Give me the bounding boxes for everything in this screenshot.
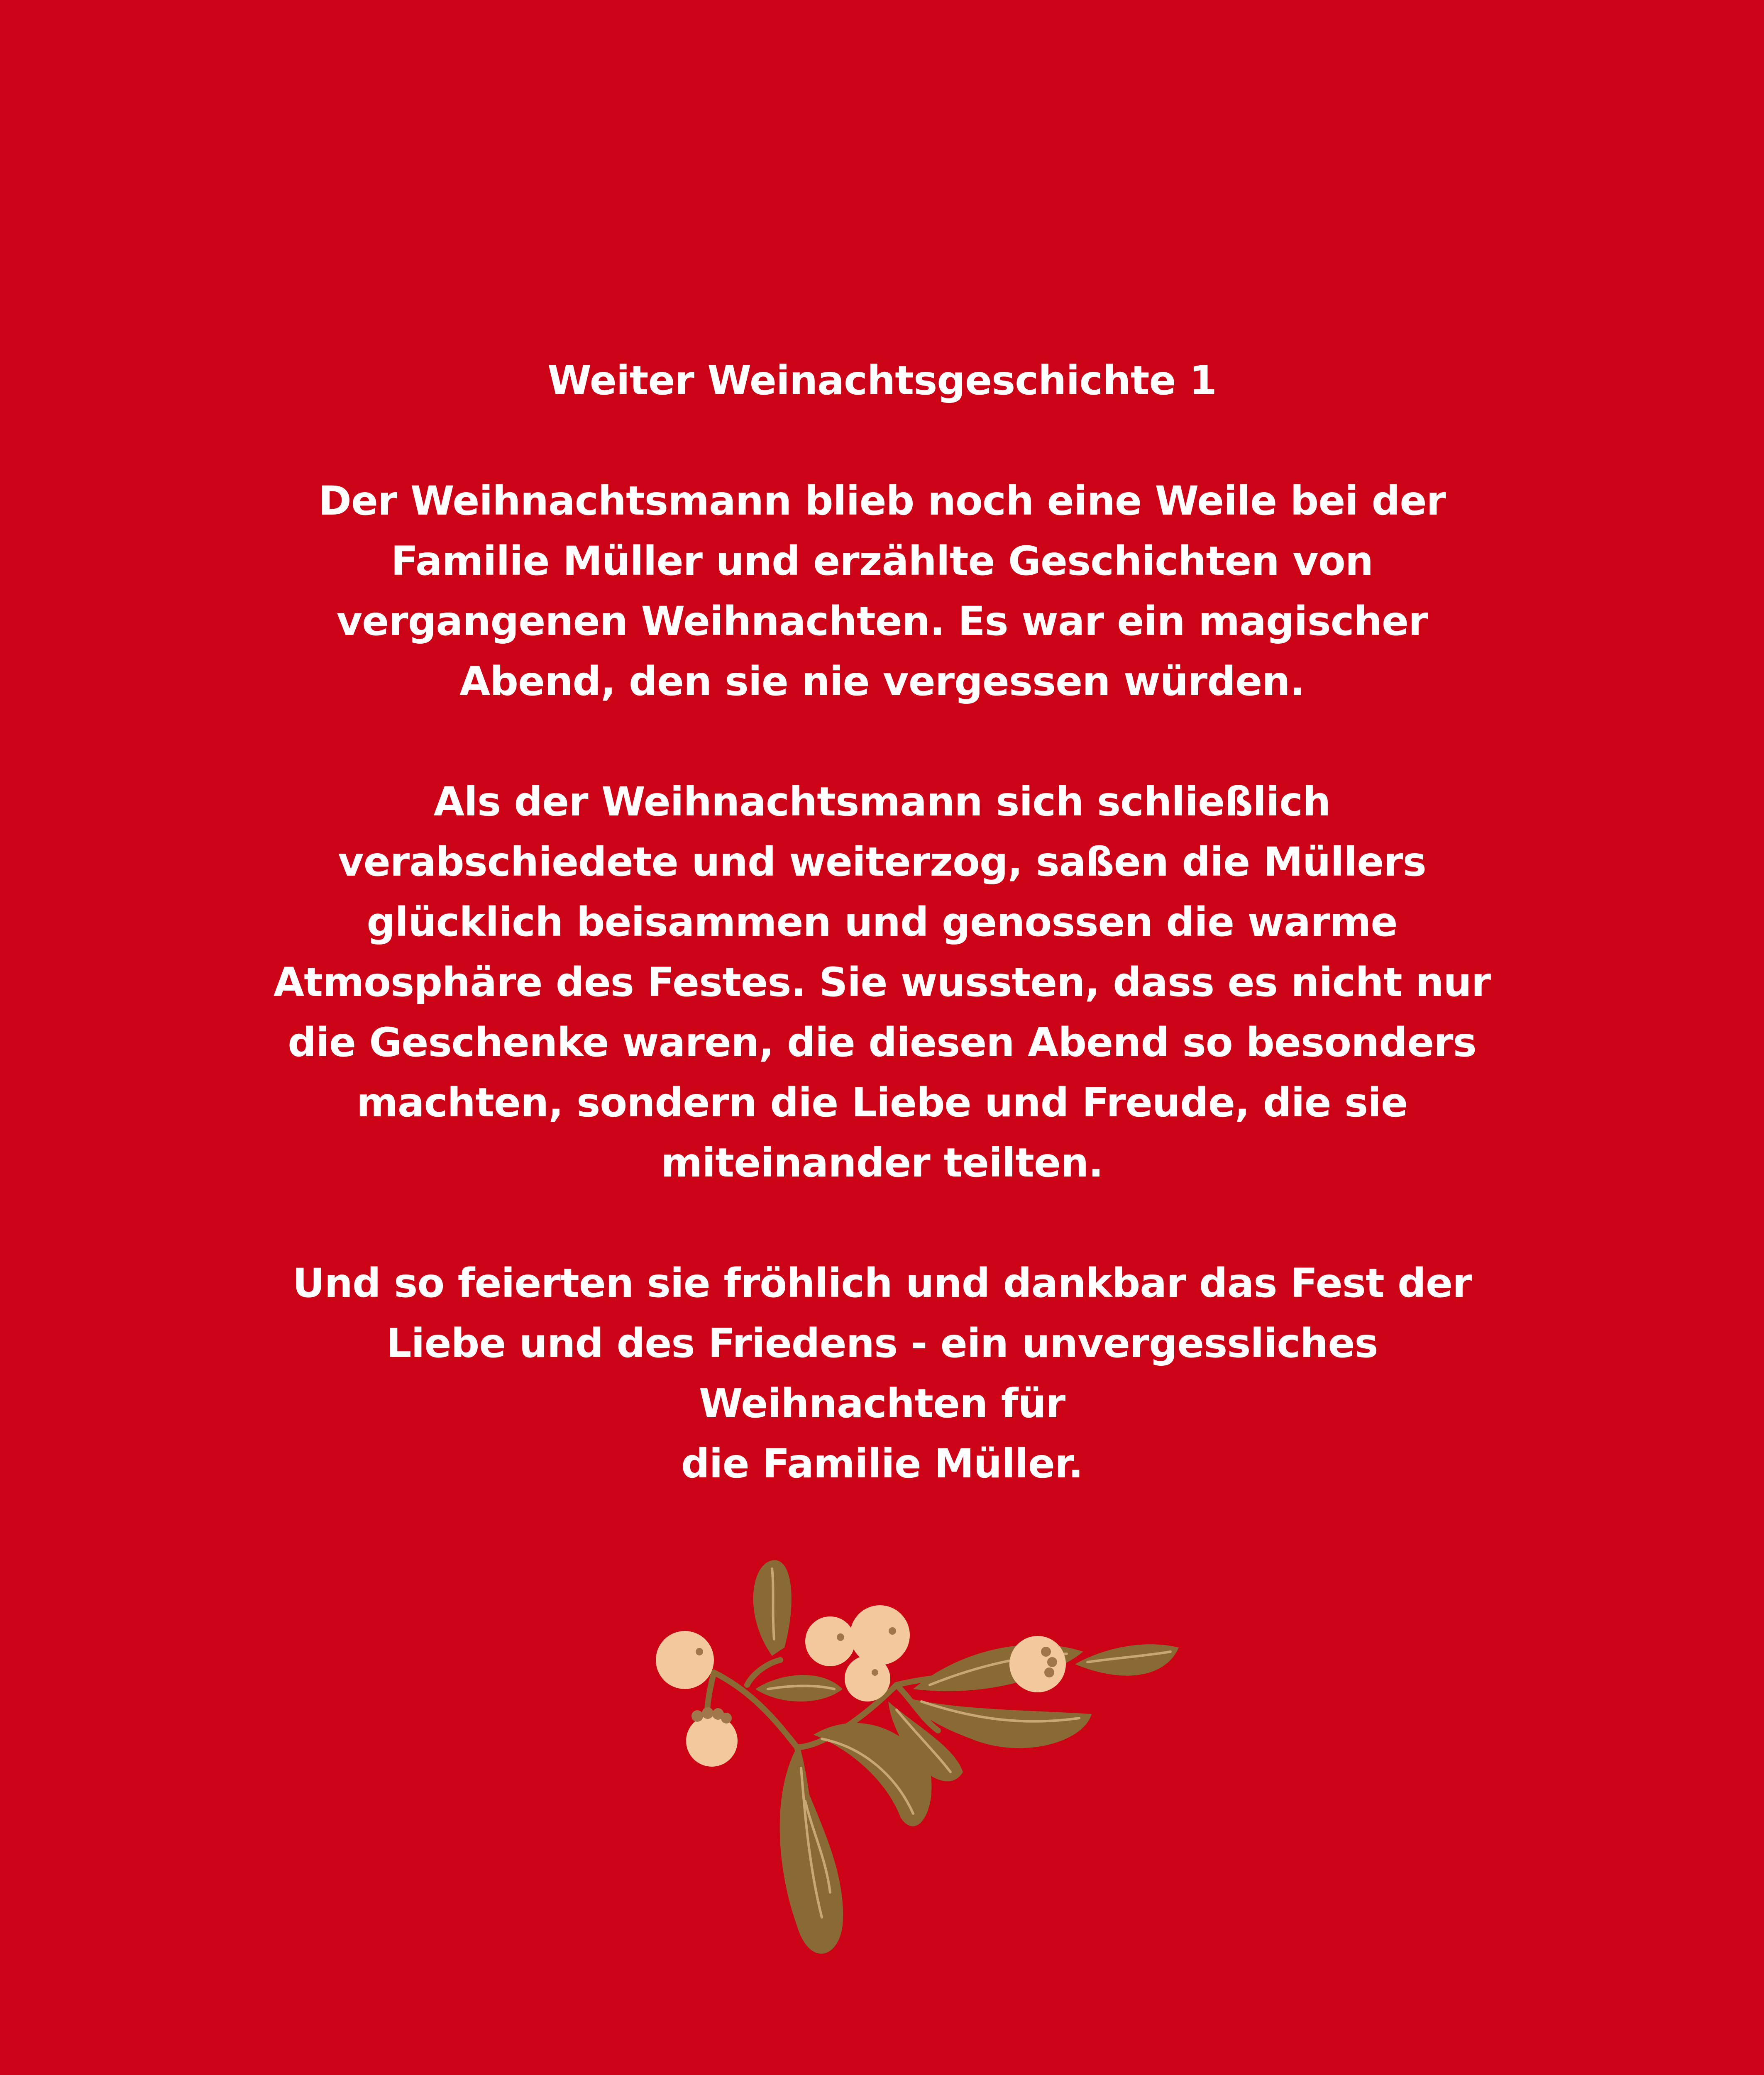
paragraph-2-line: die Geschenke waren, die diesen Abend so besonders xyxy=(288,1019,1476,1066)
paragraph-2 xyxy=(259,772,1505,1193)
paragraph-1 xyxy=(259,471,1505,712)
paragraph-1-line: Der Weihnachtsmann blieb noch eine Weile bei der xyxy=(318,478,1446,524)
paragraph-3-line: die Familie Müller. xyxy=(681,1440,1083,1487)
paragraph-2-line: Atmosphäre des Festes. Sie wussten, dass es nicht nur xyxy=(273,959,1491,1006)
paragraph-2-line: verabschiedete und weiterzog, saßen die Müllers xyxy=(338,839,1426,885)
title-line: Weiter Weinachtsgeschichte 1 xyxy=(547,357,1217,404)
paragraph-2-line: Als der Weihnachtsmann sich schließlich xyxy=(433,779,1331,825)
story-text xyxy=(259,351,1505,1494)
paragraph-2-line: miteinander teilten. xyxy=(661,1140,1103,1186)
paragraph-1-line: Abend, den sie nie vergessen würden. xyxy=(459,658,1305,705)
story-title xyxy=(259,351,1505,411)
paragraph-2-line: machten, sondern die Liebe und Freude, die sie xyxy=(356,1079,1408,1126)
paragraph-2-line: glücklich beisammen und genossen die warme xyxy=(366,899,1398,945)
paragraph-3 xyxy=(259,1253,1505,1494)
paragraph-3-line: Weihnachten für xyxy=(699,1380,1065,1427)
paragraph-1-line: vergangenen Weihnachten. Es war ein magischer xyxy=(336,598,1428,644)
paragraph-3-line: Und so feierten sie fröhlich und dankbar das Fest der xyxy=(292,1260,1472,1306)
paragraph-1-line: Familie Müller und erzählte Geschichten von xyxy=(391,538,1373,584)
mistletoe-icon xyxy=(647,1552,1195,1988)
paragraph-3-line: Liebe und des Friedens - ein unvergessliches xyxy=(386,1320,1378,1367)
